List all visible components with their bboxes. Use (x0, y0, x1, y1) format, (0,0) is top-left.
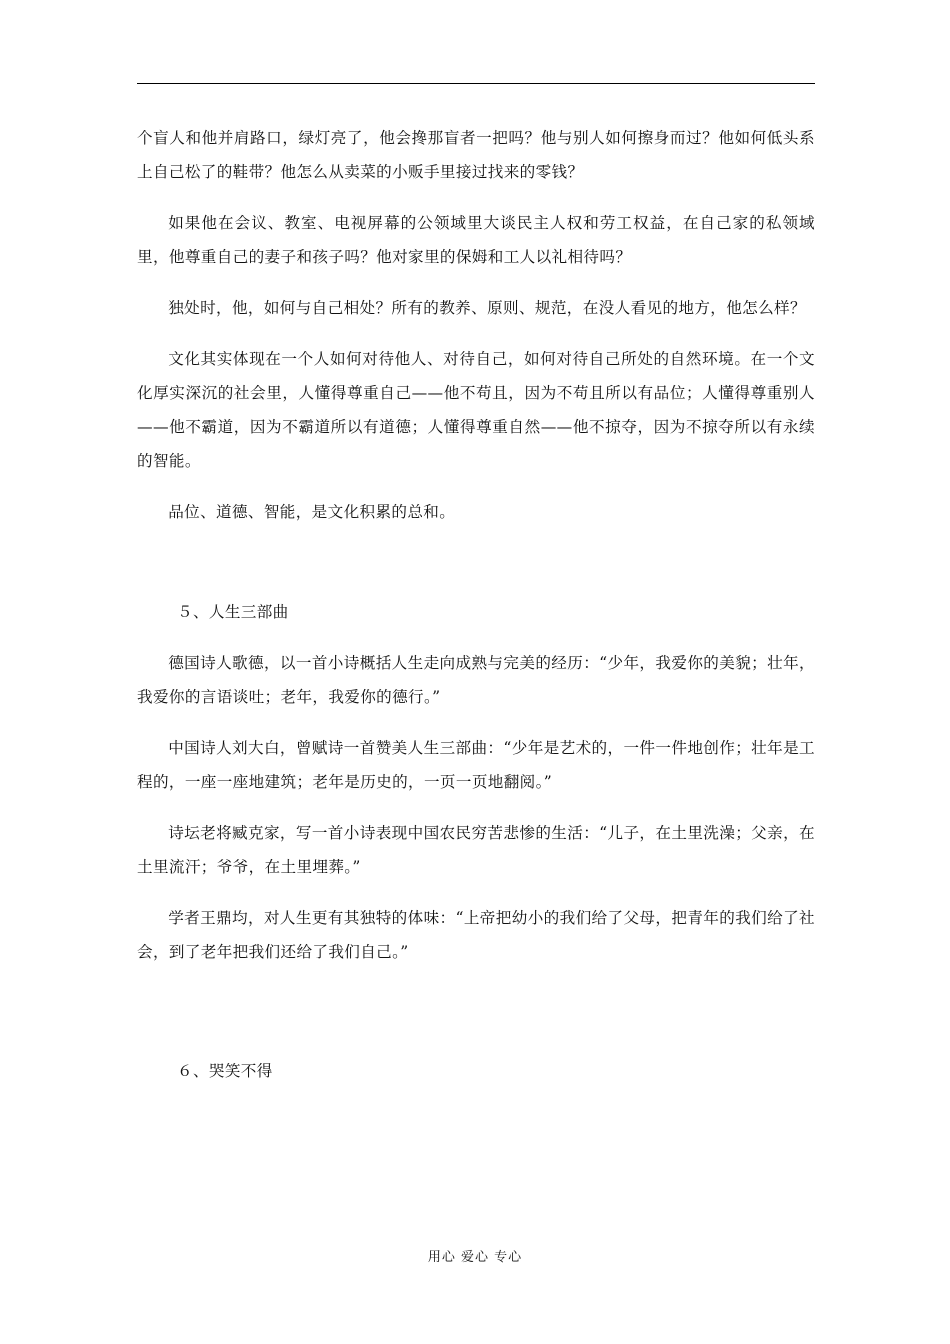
section-6-heading: ６、哭笑不得 (177, 1062, 273, 1080)
paragraph-culture: 文化其实体现在一个人如何对待他人、对待自己，如何对待自己所处的自然环境。在一个文化厚实深沉的社会里，人懂得尊重自己——他不苟且，因为不苟且所以有品位；人懂得尊重别人——他不霸道，因为不霸道所以有道德；人懂得尊重自然——他不掠夺，因为不掠夺所以有永续的智能。 (137, 350, 815, 470)
paragraph-alone: 独处时，他，如何与自己相处？所有的教养、原则、规范，在没人看见的地方，他怎么样？ (168, 299, 806, 317)
paragraph-public-private: 如果他在会议、教室、电视屏幕的公领域里大谈民主人权和劳工权益，在自己家的私领域里，他尊重自己的妻子和孩子吗？他对家里的保姆和工人以礼相待吗？ (137, 214, 815, 266)
paragraph-zang-kejia: 诗坛老将臧克家，写一首小诗表现中国农民穷苦悲惨的生活：“儿子，在土里洗澡；父亲，在土里流汗；爷爷，在土里埋葬。” (137, 824, 815, 876)
paragraph-culture-sum: 品位、道德、智能，是文化积累的总和。 (168, 503, 456, 521)
header-rule (137, 83, 815, 84)
paragraph-liu-dabai: 中国诗人刘大白，曾赋诗一首赞美人生三部曲：“少年是艺术的，一件一件地创作；壮年是工程的，一座一座地建筑；老年是历史的，一页一页地翻阅。” (137, 739, 815, 791)
page-footer: 用心 爱心 专心 (427, 1250, 523, 1265)
paragraph-goethe: 德国诗人歌德，以一首小诗概括人生走向成熟与完美的经历：“少年，我爱你的美貌；壮年，我爱你的言语谈吐；老年，我爱你的德行。” (137, 654, 815, 706)
document-body (137, 121, 815, 1088)
section-5-heading: ５、人生三部曲 (177, 603, 289, 621)
paragraph-continuation: 个盲人和他并肩路口，绿灯亮了，他会搀那盲者一把吗？他与别人如何擦身而过？他如何低头系上自己松了的鞋带？他怎么从卖菜的小贩手里接过找来的零钱？ (137, 129, 815, 181)
paragraph-wang-dingjun: 学者王鼎均，对人生更有其独特的体味：“上帝把幼小的我们给了父母，把青年的我们给了社会，到了老年把我们还给了我们自己。” (137, 909, 815, 961)
